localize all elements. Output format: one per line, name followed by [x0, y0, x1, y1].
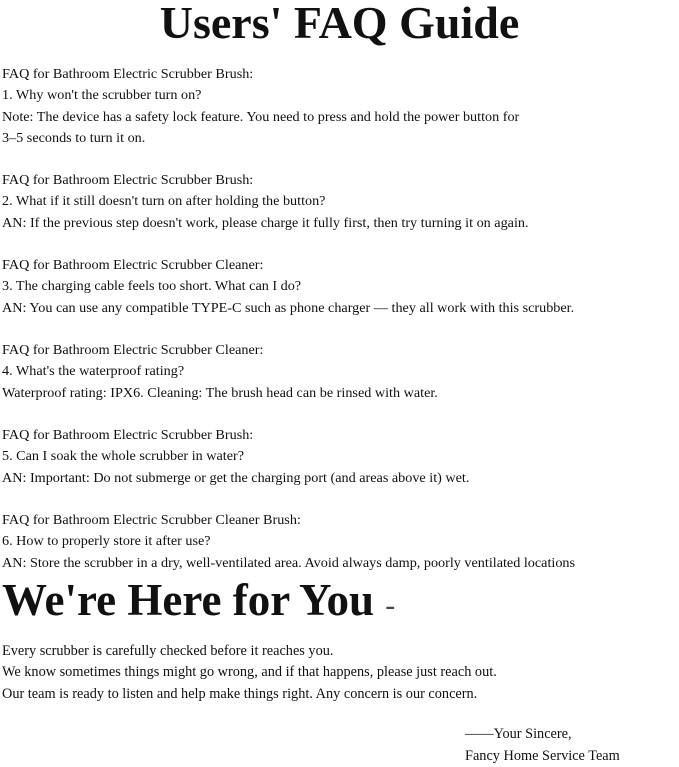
page-title: Users' FAQ Guide — [159, 0, 520, 48]
faq-item-5 — [2, 425, 679, 489]
closing-line: We know sometimes things might go wrong, and if that happens, please just reach out. — [2, 664, 497, 681]
faq-heading: FAQ for Bathroom Electric Scrubber Brush: — [2, 427, 254, 443]
faq-heading: FAQ for Bathroom Electric Scrubber Brush: — [2, 172, 254, 188]
faq-answer-line: AN: Store the scrubber in a dry, well-ventilated area. Avoid always damp, poorly ventilated locations — [2, 554, 576, 571]
signature-line-2: Fancy Home Service Team — [465, 748, 620, 764]
faq-heading: FAQ for Bathroom Electric Scrubber Brush: — [2, 66, 254, 82]
faq-answer-line: Waterproof rating: IPX6. Cleaning: The brush head can be rinsed with water. — [2, 384, 438, 401]
faq-heading: FAQ for Bathroom Electric Scrubber Cleaner Brush: — [2, 512, 301, 528]
faq-answer-line: 3–5 seconds to turn it on. — [2, 129, 146, 146]
heading-dash: - — [385, 589, 396, 622]
faq-item-3 — [2, 255, 679, 319]
closing-line: Our team is ready to listen and help make things right. Any concern is our concern. — [2, 685, 478, 702]
faq-answer-line: AN: Important: Do not submerge or get the charging port (and areas above it) wet. — [2, 469, 470, 486]
faq-question: 1. Why won't the scrubber turn on? — [2, 87, 202, 104]
faq-heading: FAQ for Bathroom Electric Scrubber Cleaner: — [2, 342, 264, 358]
faq-answer-line: AN: You can use any compatible TYPE-C such as phone charger — they all work with this scrubber. — [2, 299, 575, 316]
faq-heading: FAQ for Bathroom Electric Scrubber Cleaner: — [2, 257, 264, 273]
faq-item-4 — [2, 340, 679, 404]
signature — [465, 723, 620, 767]
faq-question: 5. Can I soak the whole scrubber in water? — [2, 448, 245, 465]
faq-question: 3. The charging cable feels too short. What can I do? — [2, 278, 302, 295]
faq-question: 2. What if it still doesn't turn on after holding the button? — [2, 193, 326, 210]
here-for-you-heading-text: We're Here for You — [2, 575, 374, 625]
faq-answer-line: Note: The device has a safety lock feature. You need to press and hold the power button for — [2, 108, 520, 125]
faq-item-1 — [2, 64, 679, 149]
closing-line: Every scrubber is carefully checked before it reaches you. — [2, 643, 334, 659]
faq-item-6 — [2, 510, 679, 574]
closing-message — [2, 641, 497, 705]
faq-question: 4. What's the waterproof rating? — [2, 363, 185, 380]
faq-item-2 — [2, 170, 679, 234]
signature-line-1: ——Your Sincere, — [465, 726, 572, 742]
here-for-you-heading — [2, 574, 395, 632]
faq-question: 6. How to properly store it after use? — [2, 533, 211, 550]
faq-answer-line: AN: If the previous step doesn't work, please charge it fully first, then try turning it on again. — [2, 214, 529, 231]
